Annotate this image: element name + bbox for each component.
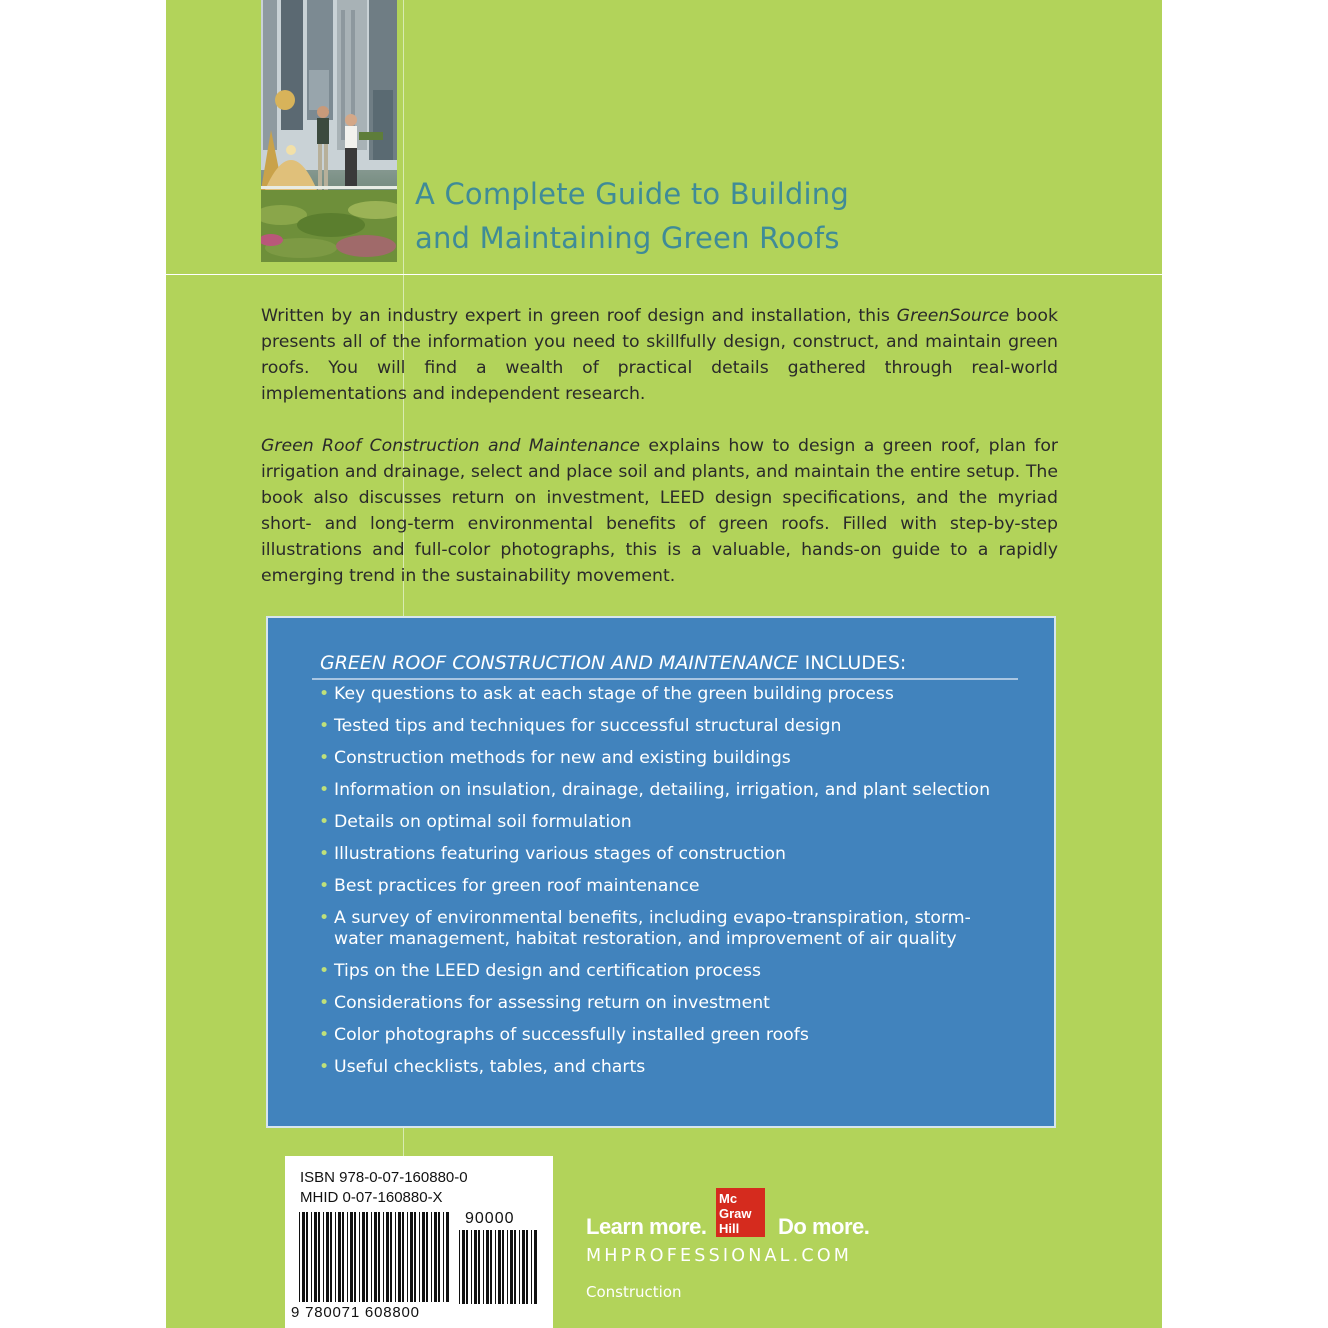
headline-line-2: and Maintaining Green Roofs	[415, 221, 840, 255]
guide-line-horizontal	[166, 274, 1162, 275]
feature-text: Details on optimal soil formulation	[334, 812, 632, 832]
feature-text: Considerations for assessing return on investment	[334, 992, 770, 1013]
feature-item	[318, 961, 1018, 982]
bullet-icon: •	[319, 716, 330, 736]
feature-item	[318, 716, 1018, 737]
feature-text: Information on insulation, drainage, detailing, irrigation, and plant selection	[334, 780, 991, 800]
book-title: Green Roof Construction and Maintenance	[261, 436, 641, 456]
mcgraw-hill-logo	[716, 1188, 765, 1237]
feature-item	[318, 780, 1018, 801]
feature-item	[318, 908, 1018, 949]
ean-digits: 9 780071 608800	[291, 1304, 420, 1321]
bullet-icon: •	[319, 992, 330, 1013]
ean-barcode-bars	[299, 1212, 449, 1304]
bullet-icon: •	[319, 780, 330, 800]
isbn-barcode	[285, 1156, 553, 1328]
intro-text: book presents all of the information you need to skillfully design, construct, and maintain green roofs. You will find a wealth of practical details gathered through real-world implementations and independent research.	[261, 306, 1058, 404]
bullet-icon: •	[319, 1056, 330, 1077]
back-cover	[166, 0, 1162, 1328]
headline	[415, 172, 1015, 260]
feature-item	[318, 844, 1018, 865]
rooftop-garden-photo	[261, 0, 397, 262]
intro-text: Written by an industry expert in green roof design and installation, this	[261, 306, 897, 326]
feature-text: A survey of environmental benefits, including evapo-transpiration, storm-water management, habitat restoration, and improvement of air quality	[334, 908, 971, 949]
bullet-icon: •	[319, 844, 330, 864]
features-title-book: GREEN ROOF CONSTRUCTION AND MAINTENANCE	[320, 652, 799, 674]
feature-item	[318, 876, 1018, 897]
feature-item	[318, 993, 1018, 1014]
logo-hill: Hill	[719, 1221, 740, 1236]
feature-item	[318, 812, 1018, 833]
feature-text: Construction methods for new and existing buildings	[334, 748, 791, 768]
addon-barcode-bars	[459, 1230, 537, 1304]
feature-text: Tested tips and techniques for successful structural design	[334, 716, 842, 736]
mhid-number: MHID 0-07-160880-X	[300, 1189, 443, 1206]
feature-item	[318, 684, 1018, 705]
intro-paragraph-2	[261, 434, 1058, 589]
bullet-icon: •	[319, 812, 330, 832]
intro-text: explains how to design a green roof, plan for irrigation and drainage, select and place soil and plants, and maintain the entire setup. The book also discusses return on investment, LEED design specifications, and the myriad short- and long-term environmental benefits of green roofs. Filled with step-by-step illustrations and full-color photographs, this is a valuable, hands-on guide to a rapidly emerging trend in the sustainability movement.	[261, 436, 1058, 586]
feature-item	[318, 1025, 1018, 1046]
feature-item	[318, 1057, 1018, 1078]
feature-text: Illustrations featuring various stages of construction	[334, 844, 786, 864]
logo-mc: Mc	[719, 1191, 738, 1206]
bullet-icon: •	[319, 748, 330, 768]
intro-paragraph-1	[261, 304, 1058, 408]
feature-text: Useful checklists, tables, and charts	[334, 1056, 646, 1077]
book-category: Construction	[586, 1283, 682, 1301]
feature-text: Color photographs of successfully installed green roofs	[334, 1024, 809, 1045]
feature-item	[318, 748, 1018, 769]
feature-text: Key questions to ask at each stage of the green building process	[334, 684, 894, 704]
price-code: 90000	[465, 1210, 515, 1227]
logo-graw: Graw	[719, 1206, 752, 1221]
bullet-icon: •	[319, 1024, 330, 1045]
features-title	[320, 652, 1020, 674]
features-divider	[312, 678, 1018, 680]
bullet-icon: •	[319, 684, 330, 704]
bullet-icon: •	[319, 908, 330, 928]
features-box	[266, 616, 1056, 1128]
tagline-learn-more: Learn more.	[586, 1214, 707, 1239]
tagline-do-more: Do more.	[778, 1214, 870, 1239]
brand-name: GreenSource	[896, 306, 1010, 326]
publisher-website: MHPROFESSIONAL.COM	[586, 1246, 853, 1266]
features-title-suffix: INCLUDES:	[798, 652, 907, 674]
isbn-number: ISBN 978-0-07-160880-0	[300, 1169, 468, 1186]
feature-text: Tips on the LEED design and certification process	[334, 960, 762, 981]
feature-text: Best practices for green roof maintenance	[334, 876, 700, 896]
headline-line-1: A Complete Guide to Building	[415, 177, 849, 211]
bullet-icon: •	[319, 876, 330, 896]
feature-list	[318, 684, 1018, 1089]
bullet-icon: •	[319, 960, 330, 981]
